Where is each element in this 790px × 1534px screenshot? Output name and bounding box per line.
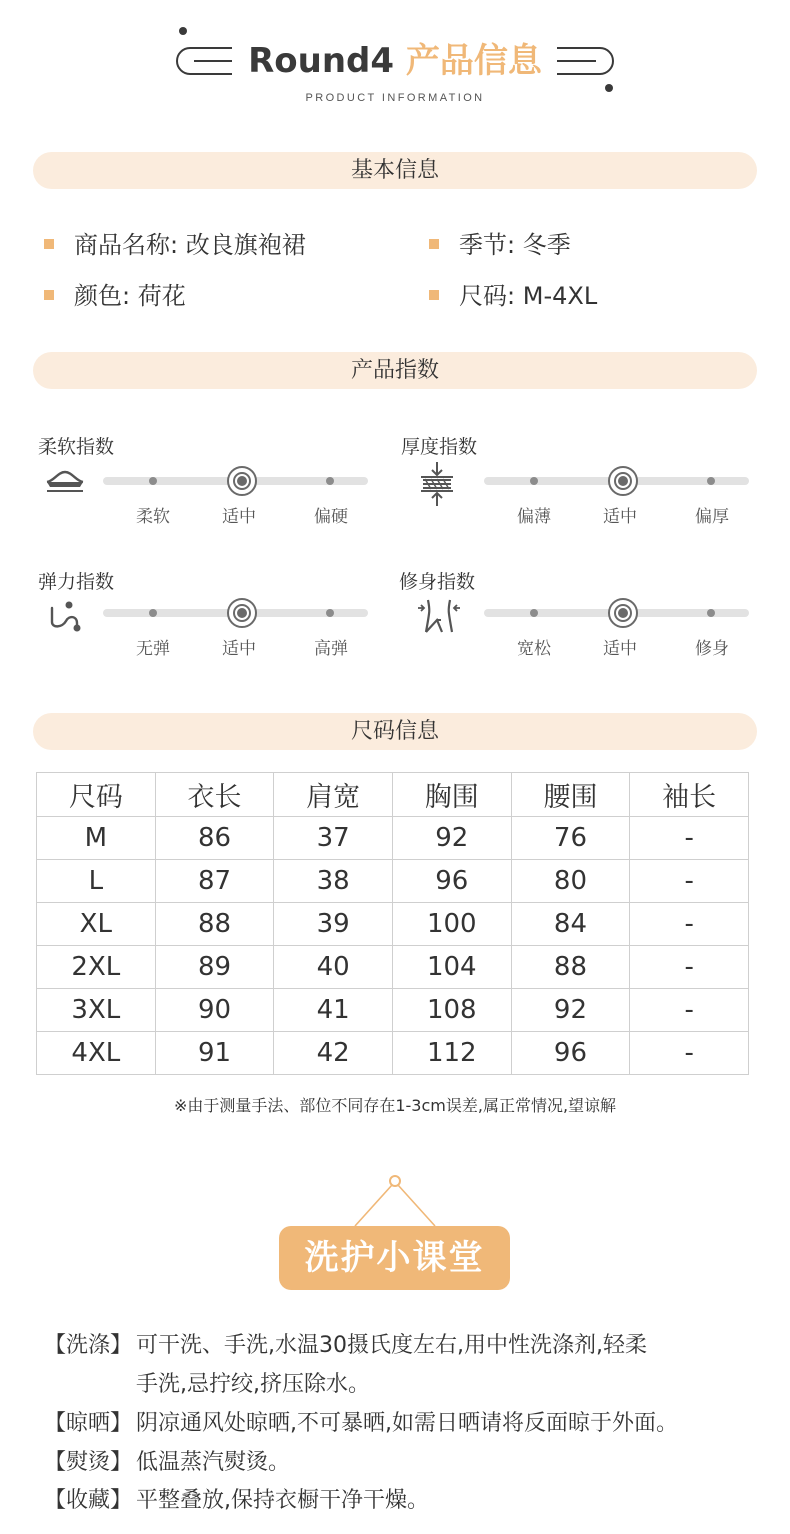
table-cell: 89 xyxy=(155,946,274,989)
table-header-cell: 肩宽 xyxy=(274,773,393,817)
fit-selected-marker xyxy=(608,598,638,628)
elasticity-dot-high xyxy=(326,609,334,617)
thickness-level-high: 偏厚 xyxy=(695,507,729,527)
info-color xyxy=(44,281,186,311)
softness-selected-marker xyxy=(227,466,257,496)
softness-dot-soft xyxy=(149,477,157,485)
bullet-square xyxy=(44,290,54,300)
care-store-tag: 【收藏】 xyxy=(44,1488,133,1513)
table-header-row xyxy=(37,773,749,817)
care-wash-text: 可干洗、手洗,水温30摄氏度左右,用中性洗涤剂,轻柔 xyxy=(136,1333,647,1358)
care-store-text: 平整叠放,保持衣橱干净干燥。 xyxy=(136,1488,429,1513)
table-header-cell: 袖长 xyxy=(630,773,749,817)
table-header-cell: 尺码 xyxy=(37,773,156,817)
table-cell: 87 xyxy=(155,860,274,903)
table-cell: 96 xyxy=(511,1032,630,1075)
info-season xyxy=(429,230,571,260)
table-cell: 90 xyxy=(155,989,274,1032)
size-info-heading: 尺码信息 xyxy=(33,713,757,750)
table-cell: 38 xyxy=(274,860,393,903)
table-row xyxy=(37,1032,749,1075)
measurement-note: ※由于测量手法、部位不同存在1-3cm误差,属正常情况,望谅解 xyxy=(173,1096,617,1115)
table-cell: - xyxy=(630,860,749,903)
table-row xyxy=(37,989,749,1032)
thickness-level-mid: 适中 xyxy=(603,507,637,527)
thickness-dot-thin xyxy=(530,477,538,485)
table-header-cell: 胸围 xyxy=(392,773,511,817)
fit-level-high: 修身 xyxy=(695,639,729,659)
table-cell: 40 xyxy=(274,946,393,989)
thickness-selected-marker xyxy=(608,466,638,496)
table-cell: 3XL xyxy=(37,989,156,1032)
info-label: 尺码: xyxy=(459,282,516,310)
table-cell: 100 xyxy=(392,903,511,946)
care-iron xyxy=(44,1448,290,1478)
fit-icon xyxy=(418,596,460,638)
table-cell: 92 xyxy=(511,989,630,1032)
elasticity-index-title: 弹力指数 xyxy=(38,571,115,593)
care-dry-text: 阴凉通风处晾晒,不可暴晒,如需日晒请将反面晾于外面。 xyxy=(136,1411,678,1436)
page-title xyxy=(0,36,790,86)
table-header-cell: 衣长 xyxy=(155,773,274,817)
info-size-range xyxy=(429,281,597,311)
thickness-icon xyxy=(416,460,458,502)
info-value: 荷花 xyxy=(137,282,186,310)
fit-dot-loose xyxy=(530,609,538,617)
table-row xyxy=(37,903,749,946)
fit-level-mid: 适中 xyxy=(603,639,637,659)
thickness-dot-thick xyxy=(707,477,715,485)
info-value: 冬季 xyxy=(522,231,571,259)
care-dry xyxy=(44,1409,678,1439)
table-cell: 42 xyxy=(274,1032,393,1075)
softness-index-title: 柔软指数 xyxy=(38,436,115,458)
thickness-level-low: 偏薄 xyxy=(517,507,551,527)
table-cell: - xyxy=(630,989,749,1032)
care-wash-tag: 【洗涤】 xyxy=(44,1333,133,1358)
softness-dot-hard xyxy=(326,477,334,485)
table-cell: 96 xyxy=(392,860,511,903)
table-cell: 91 xyxy=(155,1032,274,1075)
elasticity-icon xyxy=(44,596,86,638)
table-cell: 37 xyxy=(274,817,393,860)
table-cell: - xyxy=(630,903,749,946)
table-cell: 41 xyxy=(274,989,393,1032)
bullet-square xyxy=(429,239,439,249)
elasticity-level-low: 无弹 xyxy=(136,639,170,659)
table-cell: 108 xyxy=(392,989,511,1032)
table-cell: 84 xyxy=(511,903,630,946)
basic-info-heading: 基本信息 xyxy=(33,152,757,189)
info-product-name xyxy=(44,230,306,260)
care-iron-tag: 【熨烫】 xyxy=(44,1450,133,1475)
soft-fabric-icon xyxy=(44,460,86,502)
table-cell: 104 xyxy=(392,946,511,989)
thickness-index-title: 厚度指数 xyxy=(401,436,478,458)
care-store xyxy=(44,1486,429,1516)
table-cell: 88 xyxy=(155,903,274,946)
info-value: 改良旗袍裙 xyxy=(185,231,306,259)
table-cell: - xyxy=(630,946,749,989)
info-value: M-4XL xyxy=(522,282,598,310)
info-label: 季节: xyxy=(459,231,516,259)
elasticity-dot-none xyxy=(149,609,157,617)
care-iron-text: 低温蒸汽熨烫。 xyxy=(136,1450,291,1475)
elasticity-level-high: 高弹 xyxy=(314,639,348,659)
page-subtitle: PRODUCT INFORMATION xyxy=(305,92,485,104)
table-cell: 4XL xyxy=(37,1032,156,1075)
table-row xyxy=(37,817,749,860)
table-cell: 39 xyxy=(274,903,393,946)
fit-level-low: 宽松 xyxy=(517,639,551,659)
table-cell: - xyxy=(630,1032,749,1075)
table-cell: 88 xyxy=(511,946,630,989)
table-row xyxy=(37,860,749,903)
care-heading: 洗护小课堂 xyxy=(279,1226,510,1290)
page-title-en: Round4 xyxy=(248,41,395,81)
page-title-cn: 产品信息 xyxy=(405,41,542,81)
hanging-string-icon xyxy=(350,1170,440,1230)
table-cell: L xyxy=(37,860,156,903)
table-header-cell: 腰围 xyxy=(511,773,630,817)
bullet-square xyxy=(429,290,439,300)
info-label: 颜色: xyxy=(74,282,131,310)
table-cell: 112 xyxy=(392,1032,511,1075)
softness-level-high: 偏硬 xyxy=(314,507,348,527)
table-cell: 92 xyxy=(392,817,511,860)
care-wash-text-cont: 手洗,忌拧绞,挤压除水。 xyxy=(136,1372,370,1397)
info-label: 商品名称: xyxy=(74,231,179,259)
softness-level-low: 柔软 xyxy=(136,507,170,527)
care-dry-tag: 【晾晒】 xyxy=(44,1411,133,1436)
table-cell: 80 xyxy=(511,860,630,903)
fit-index-title: 修身指数 xyxy=(399,571,476,593)
product-index-heading: 产品指数 xyxy=(33,352,757,389)
table-cell: 2XL xyxy=(37,946,156,989)
table-cell: 86 xyxy=(155,817,274,860)
table-row xyxy=(37,946,749,989)
elasticity-selected-marker xyxy=(227,598,257,628)
care-wash xyxy=(44,1331,647,1361)
table-cell: XL xyxy=(37,903,156,946)
elasticity-level-mid: 适中 xyxy=(222,639,256,659)
softness-level-mid: 适中 xyxy=(222,507,256,527)
table-cell: 76 xyxy=(511,817,630,860)
bullet-square xyxy=(44,239,54,249)
size-table xyxy=(36,772,749,1075)
table-cell: - xyxy=(630,817,749,860)
fit-dot-slim xyxy=(707,609,715,617)
table-cell: M xyxy=(37,817,156,860)
